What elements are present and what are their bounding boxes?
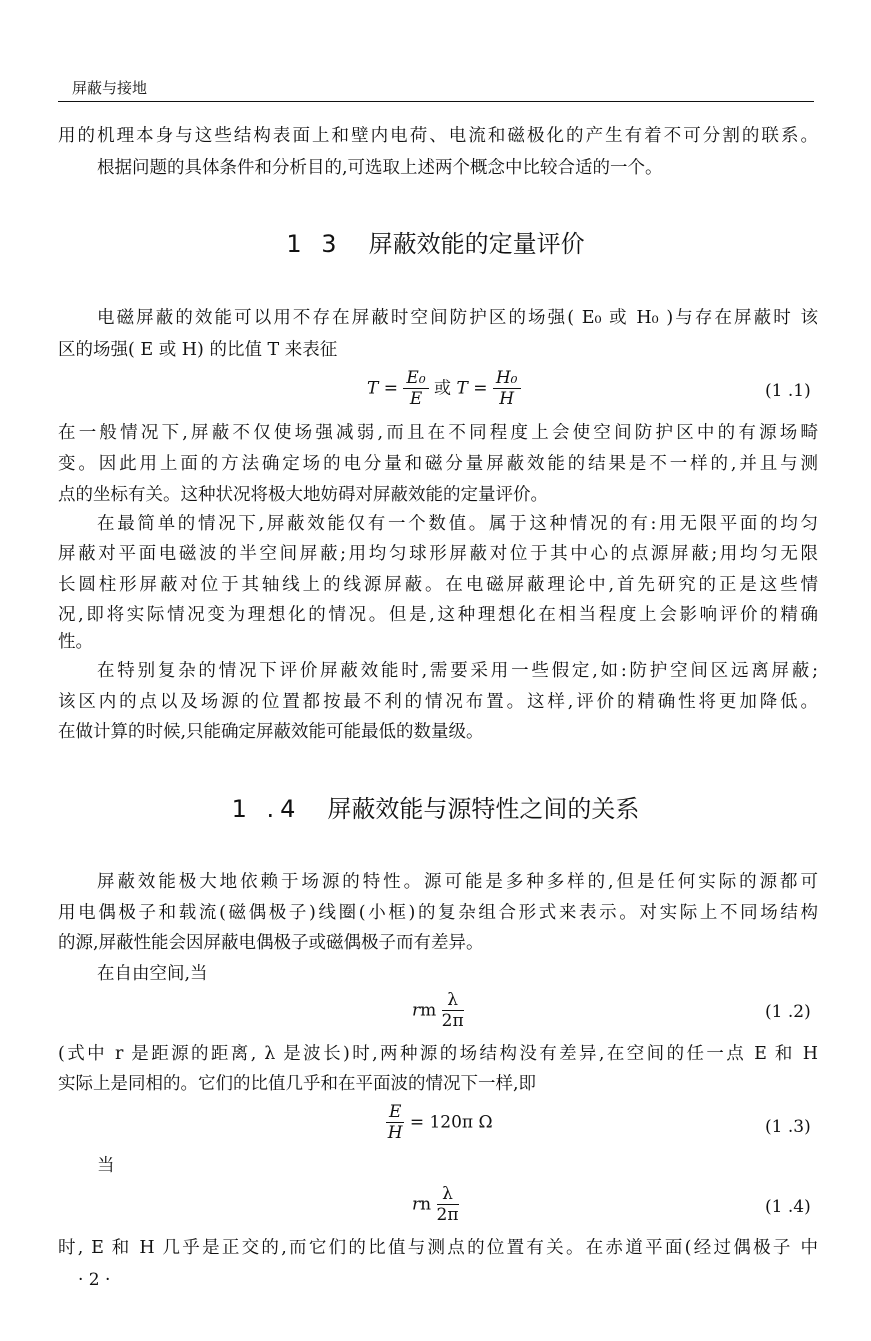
denominator: H (499, 389, 515, 409)
section-number: 1 .4 (231, 795, 302, 823)
denominator: 2π (441, 1011, 464, 1031)
equation-number: (1 .2) (765, 1002, 811, 1022)
eq-lhs: r (412, 1194, 421, 1215)
section-heading-1-3 (0, 232, 871, 256)
denominator: 2π (436, 1205, 459, 1225)
text-line: 在最简单的情况下,屏蔽效能仅有一个数值。属于这种情况的有:用无限平面的均匀 (97, 514, 818, 534)
numerator: E (386, 1104, 404, 1123)
eq-relation: m (420, 1000, 437, 1021)
text-line: 根据问题的具体条件和分析目的,可选取上述两个概念中比较合适的一个。 (97, 158, 663, 178)
text-line: 在一般情况下,屏蔽不仅使场强减弱,而且在不同程度上会使空间防护区中的有源场畸 (58, 423, 818, 443)
text-line: 况,即将实际情况变为理想化的情况。但是,这种理想化在相当程度上会影响评价的精确 (58, 605, 818, 625)
page-number: · 2 · (78, 1270, 111, 1290)
section-number: 1 3 (286, 230, 343, 258)
eq-lhs: r (412, 1000, 421, 1021)
equation-1-1 (367, 370, 521, 408)
denominator: H (387, 1123, 403, 1143)
equation-number: (1 .3) (765, 1117, 811, 1137)
fraction (386, 1104, 404, 1142)
numerator: E₀ (403, 370, 428, 389)
text-line: 用电偶极子和载流(磁偶极子)线圈(小框)的复杂组合形式来表示。对实际上不同场结构 (58, 903, 818, 923)
equation-number: (1 .4) (765, 1197, 811, 1217)
eq-connector: 或 (434, 378, 452, 399)
numerator: λ (442, 992, 464, 1011)
text-line: (式中 r 是距源的距离, λ 是波长)时,两种源的场结构没有差异,在空间的任一点 E 和 H (58, 1044, 818, 1064)
fraction (442, 992, 464, 1030)
eq-relation: n (420, 1194, 432, 1215)
text-line: 的源,屏蔽性能会因屏蔽电偶极子或磁偶极子而有差异。 (58, 933, 484, 953)
eq-lhs: T = (456, 378, 488, 399)
text-line: 该区内的点以及场源的位置都按最不利的情况布置。这样,评价的精确性将更加降低。 (58, 692, 818, 712)
equation-1-2 (412, 992, 464, 1030)
text-line: 电磁屏蔽的效能可以用不存在屏蔽时空间防护区的场强( E₀ 或 H₀ )与存在屏蔽时 该 (97, 308, 818, 328)
fraction (437, 1186, 459, 1224)
equation-1-4 (412, 1186, 459, 1224)
text-line: 点的坐标有关。这种状况将极大地妨碍对屏蔽效能的定量评价。 (58, 485, 548, 505)
text-line: 屏蔽对平面电磁波的半空间屏蔽;用均匀球形屏蔽对位于其中心的点源屏蔽;用均匀无限 (58, 544, 818, 564)
text-line: 当 (97, 1156, 115, 1176)
text-line: 区的场强( E 或 H) 的比值 T 来表征 (58, 340, 338, 360)
section-title: 屏蔽效能与源特性之间的关系 (327, 795, 640, 823)
fraction (493, 370, 521, 408)
text-line: 屏蔽效能极大地依赖于场源的特性。源可能是多种多样的,但是任何实际的源都可 (97, 872, 818, 892)
section-heading-1-4 (0, 797, 871, 821)
text-line: 在做计算的时候,只能确定屏蔽效能可能最低的数量级。 (58, 722, 484, 742)
numerator: H₀ (493, 370, 521, 389)
text-line: 实际上是同相的。它们的比值几乎和在平面波的情况下一样,即 (58, 1074, 537, 1094)
equation-1-3 (386, 1104, 493, 1142)
equation-number: (1 .1) (765, 381, 811, 401)
text-line: 在特别复杂的情况下评价屏蔽效能时,需要采用一些假定,如:防护空间区远离屏蔽; (97, 661, 818, 681)
text-line: 长圆柱形屏蔽对位于其轴线上的线源屏蔽。在电磁屏蔽理论中,首先研究的正是这些情 (58, 575, 818, 595)
text-line: 变。因此用上面的方法确定场的电分量和磁分量屏蔽效能的结果是不一样的,并且与测 (58, 454, 818, 474)
denominator: E (409, 389, 423, 409)
section-title: 屏蔽效能的定量评价 (368, 230, 585, 258)
eq-rhs: = 120π Ω (409, 1112, 493, 1133)
text-line: 用的机理本身与这些结构表面上和壁内电荷、电流和磁极化的产生有着不可分割的联系。 (58, 126, 818, 146)
running-title: 屏蔽与接地 (72, 79, 148, 97)
text-line: 时, E 和 H 几乎是正交的,而它们的比值与测点的位置有关。在赤道平面(经过偶极子 中 (58, 1238, 818, 1258)
text-line: 在自由空间,当 (97, 964, 208, 984)
text-line: 性。 (58, 632, 93, 652)
numerator: λ (437, 1186, 459, 1205)
running-header (58, 77, 814, 102)
eq-lhs: T = (367, 378, 398, 399)
fraction (403, 370, 428, 408)
